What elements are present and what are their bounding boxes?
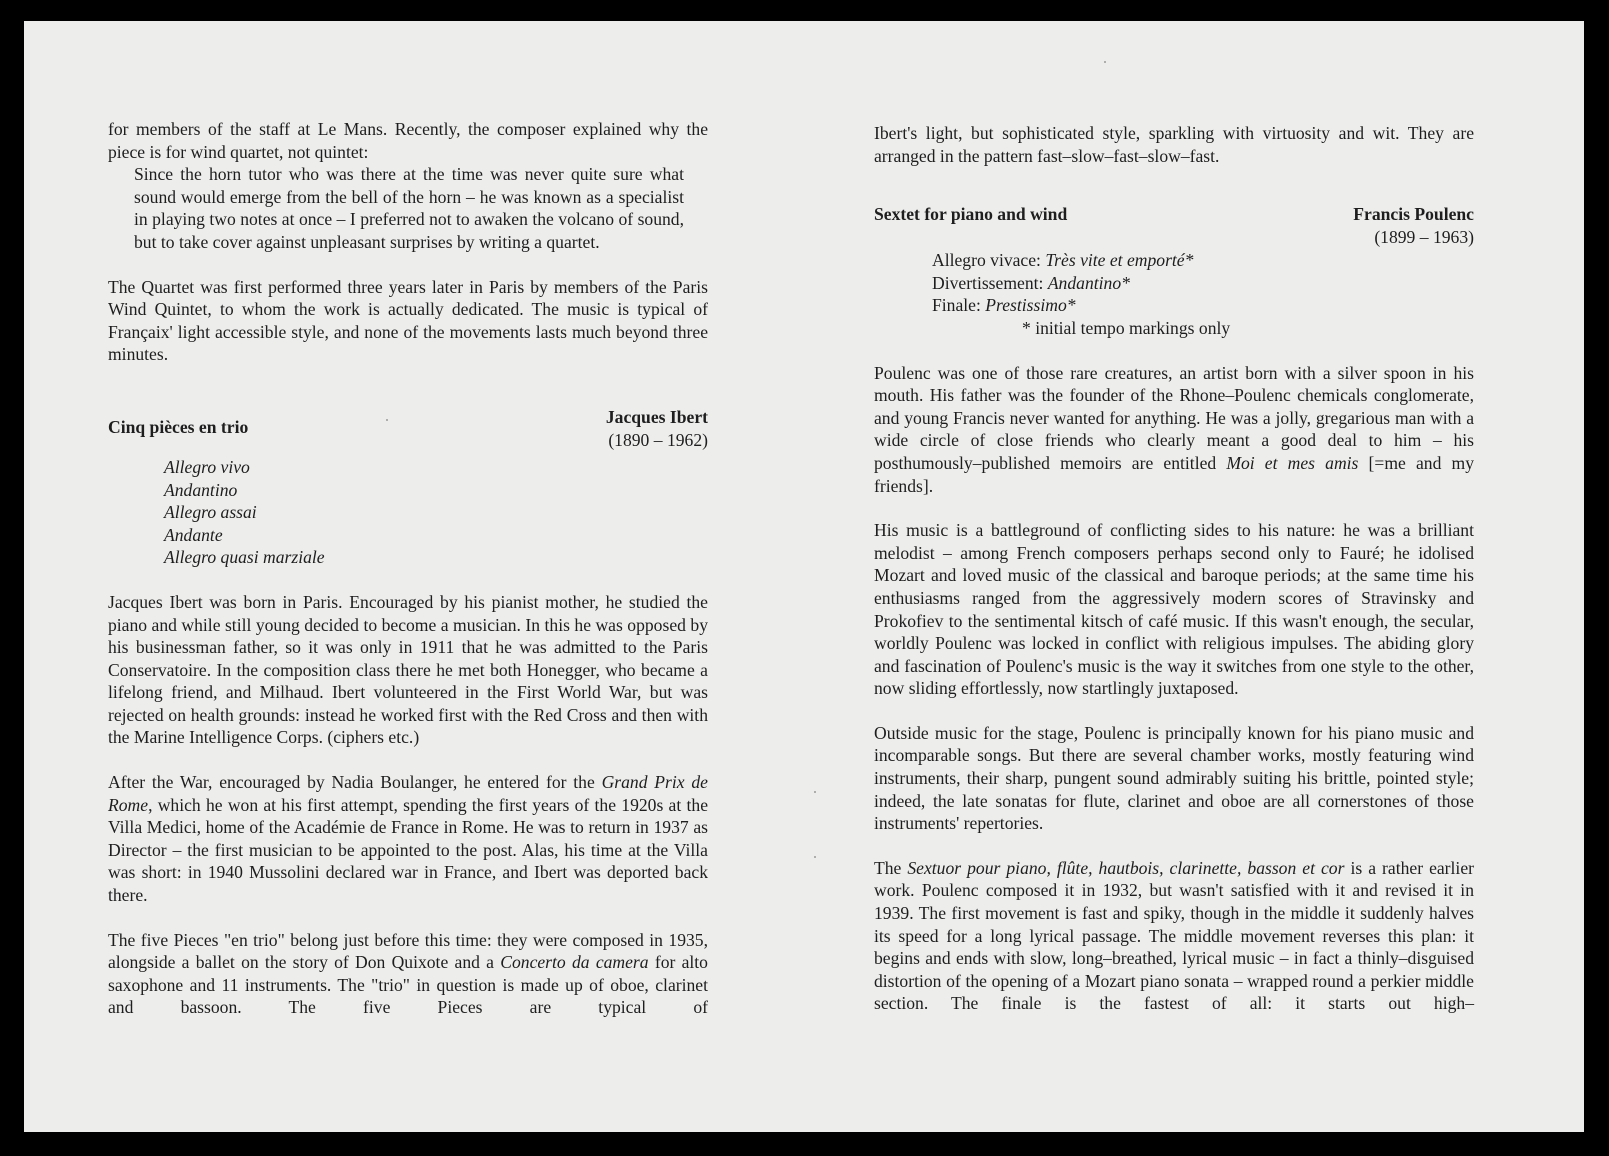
scanned-page	[24, 21, 1584, 1132]
poulenc-works-paragraph: Outside music for the stage, Poulenc is principally known for his piano music and incomparable songs. But there are several chamber works, mostly featuring wind instruments, their sharp, pungent sound admirably suiting his brittle, pointed style; indeed, the late sonatas for flute, clarinet and oboe are all cornerstones of those instruments' repertories.	[874, 722, 1474, 834]
movement-list-item: Andantino	[164, 479, 238, 500]
movement-list-item: Allegro vivace: Très vite et emporté*	[932, 250, 1194, 271]
ibert-work-heading	[108, 406, 708, 452]
movement-list-item: Allegro vivo	[164, 456, 250, 477]
poulenc-work-heading	[874, 203, 1474, 249]
work-title: Sextet for piano and wind	[874, 204, 1068, 225]
movement-list-item: Andante	[164, 524, 223, 545]
scan-speck	[814, 856, 816, 858]
ibert-continuation: Ibert's light, but sophisticated style, sparkling with virtuosity and wit. They are arranged in the pattern fast–slow–fast–slow–fast.	[874, 123, 1474, 166]
movement-list-item: Allegro assai	[164, 502, 257, 523]
intro-paragraph: for members of the staff at Le Mans. Recently, the composer explained why the piece is for wind quartet, not quintet:	[108, 119, 708, 162]
sextet-paragraph: The Sextuor pour piano, flûte, hautbois, clarinette, basson et cor is a rather earlier work. Poulenc composed it in 1932, but wasn't satisfied with it and revised it in 1939. The first movement is fast and spiky, though in the middle it suddenly halves its speed for a long lyrical passage. The middle movement reverses this plan: it begins and ends with slow, long–breathed, lyrical music – in fact a thinly–disguised distortion of the opening of a Mozart piano sonata – wrapped round a perkier middle section. The finale is the fastest of all: it starts out high–	[874, 857, 1474, 1014]
ibert-rome-paragraph: After the War, encouraged by Nadia Boulanger, he entered for the Grand Prix de Rome, which he won at his first attempt, spending the first years of the 1920s at the Villa Medici, home of the Académie de France in Rome. He was to return in 1937 as Director – the first musician to be appointed to the post. Alas, his time at the Villa was short: in 1940 Mussolini declared war in France, and Ibert was deported back there.	[108, 772, 708, 906]
composer-quote: Since the horn tutor who was there at the time was never quite sure what sound would emerge from the bell of the horn – he was known as a specialist in playing two notes at once – I preferred not to awaken the volcano of sound, but to take cover against unpleasant surprises by writing a quartet.	[134, 164, 684, 252]
tempo-footnote: * initial tempo markings only	[1022, 317, 1231, 338]
composer-name: Francis Poulenc	[1353, 204, 1474, 225]
scan-speck	[814, 791, 816, 793]
movement-list-item: Divertissement: Andantino*	[932, 272, 1130, 293]
composer-dates: (1899 – 1963)	[1374, 227, 1474, 248]
poulenc-style-paragraph: His music is a battleground of conflicting sides to his nature: he was a brilliant melodist – among French composers perhaps second only to Fauré; he idolised Mozart and loved music of the classical and baroque periods; at the same time his enthusiasms ranged from the aggressively modern scores of Stravinsky and Prokofiev to the sentimental kitsch of café music. If this wasn't enough, the secular, worldly Poulenc was locked in conflict with religious impulses. The abiding glory and fascination of Poulenc's music is the way it switches from one style to the other, now sliding effortlessly, now startlingly juxtaposed.	[874, 520, 1474, 699]
left-column	[108, 118, 708, 1019]
poulenc-bio-paragraph: Poulenc was one of those rare creatures, an artist born with a silver spoon in his mouth. His father was the founder of the Rhone–Poulenc chemicals conglomerate, and young Francis never wanted for anything. He was a jolly, gregarious man with a wide circle of close friends who clearly meant a good deal to him – his posthumously–published memoirs are entitled Moi et mes amis [=me and my friends].	[874, 362, 1474, 496]
work-title: Cinq pièces en trio	[108, 416, 249, 437]
ibert-bio-paragraph: Jacques Ibert was born in Paris. Encouraged by his pianist mother, he studied the piano and while still young decided to become a musician. In this he was opposed by his businessman father, so it was only in 1911 that he was admitted to the Paris Conservatoire. In the composition class there he met both Honegger, who became a lifelong friend, and Milhaud. Ibert volunteered in the First World War, but was rejected on health grounds: instead he worked first with the Red Cross and then with the Marine Intelligence Corps. (ciphers etc.)	[108, 591, 708, 748]
right-column	[874, 122, 1474, 1015]
composer-name: Jacques Ibert	[605, 406, 708, 427]
composer-dates: (1890 – 1962)	[608, 429, 708, 450]
movement-list-item: Allegro quasi marziale	[164, 547, 325, 568]
scan-speck	[1104, 61, 1106, 63]
movement-list-item: Finale: Prestissimo*	[932, 295, 1076, 316]
quartet-paragraph: The Quartet was first performed three years later in Paris by members of the Paris Wind Quintet, to whom the work is actually dedicated. The music is typical of Françaix' light accessible style, and none of the movements lasts much beyond three minutes.	[108, 276, 708, 365]
scan-speck	[386, 419, 388, 421]
ibert-trio-paragraph: The five Pieces "en trio" belong just before this time: they were composed in 1935, alongside a ballet on the story of Don Quixote and a Concerto da camera for alto saxophone and 11 instruments. The "trio" in question is made up of oboe, clarinet and bassoon. The five Pieces are typical of	[108, 929, 708, 1018]
